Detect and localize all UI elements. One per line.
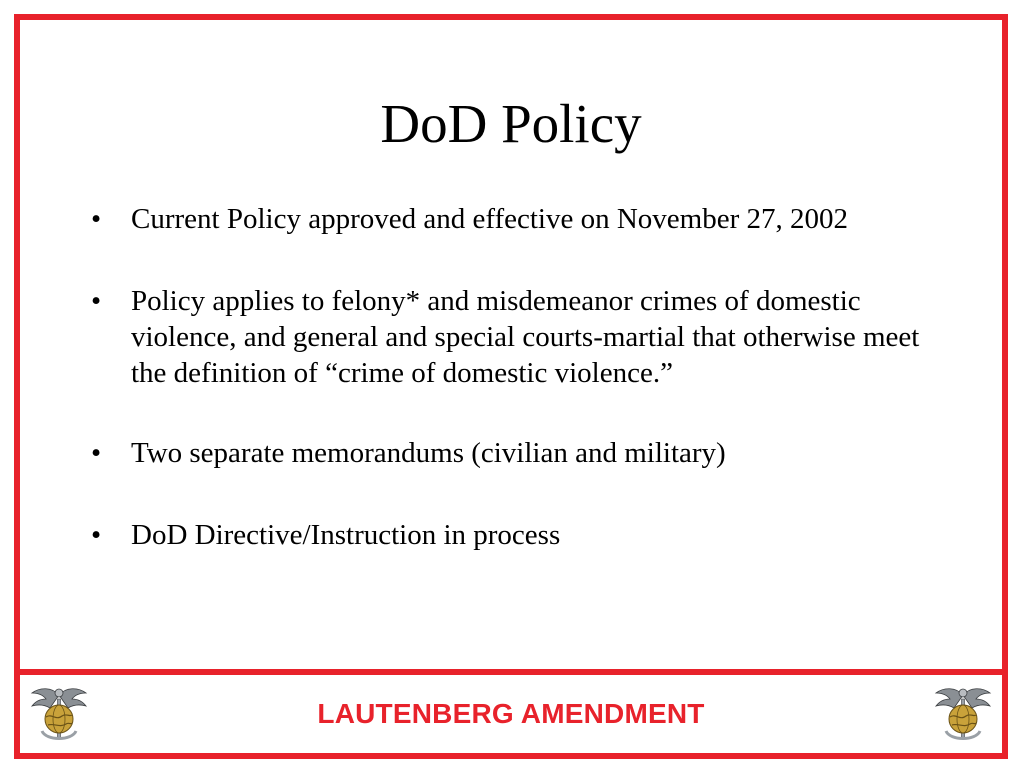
bullet-text: Current Policy approved and effective on November 27, 2002: [131, 203, 849, 235]
bullet-text: Policy applies to felony* and misdemeanor crimes of domestic violence, and general and special courts-martial that otherwise meet the definition of “crime of domestic violence.”: [131, 285, 920, 389]
bullet-text: Two separate memorandums (civilian and military): [131, 437, 726, 469]
bullet-text: DoD Directive/Instruction in process: [131, 519, 561, 551]
bullet-marker: •: [91, 519, 102, 551]
footer-bar: [20, 675, 1002, 753]
bullet-list: [20, 201, 1002, 553]
bullet-item: [20, 201, 1002, 237]
bullet-marker: •: [91, 437, 102, 469]
footer-title: LAUTENBERG AMENDMENT: [317, 698, 705, 729]
bullet-marker: •: [91, 203, 102, 235]
slide-frame: [14, 14, 1008, 759]
eagle-globe-anchor-icon: [930, 681, 996, 747]
bullet-item: [20, 517, 1002, 553]
bullet-item: [20, 283, 1002, 391]
slide-content: [20, 20, 1002, 669]
slide-title: DoD Policy: [380, 93, 642, 154]
bullet-item: [20, 435, 1002, 471]
bullet-marker: •: [91, 285, 102, 317]
